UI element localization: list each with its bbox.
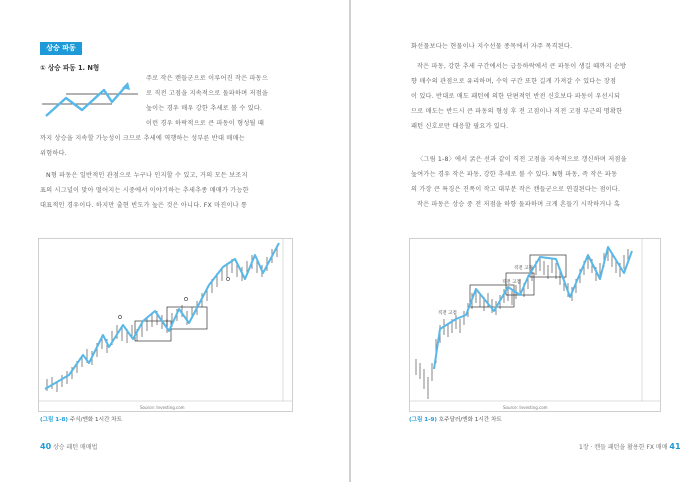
r-para1-line-2: 작은 파동, 강한 추세 구간에서는 급등하락에서 큰 파동이 생길 때까지 순방	[417, 63, 627, 70]
page-number-right: 41	[669, 442, 681, 451]
wave-line-right	[434, 247, 632, 369]
right-page	[351, 0, 700, 482]
para2-line-1: N형 파동은 일반적인 관점으로 누구나 인지할 수 있고, 거의 모든 보조지	[46, 172, 248, 179]
chart-label-1: 직전 고점	[438, 311, 457, 316]
section-tag: 상승 파동	[40, 42, 82, 55]
para1-line-1: 주로 작은 캔들군으로 이루어진 작은 파동으	[146, 75, 269, 82]
chart-label-3: 직전 고점	[514, 266, 533, 271]
footer-left-text: 상승 패턴 매매법	[53, 444, 98, 451]
para2-line-2: 표의 시그널이 맞아 떨어지는 시중에서 이야기하는 추세추종 매매가 가능한	[40, 187, 249, 194]
chart-left	[38, 238, 293, 412]
para1-line-5: 까지 상승을 지속할 가능성이 크므로 추세에 역행하는 성부른 반대 매매는	[40, 135, 245, 142]
r-para1-line-4: 이 있다. 반대로 매도 패턴에 의한 단편적인 반전 신호보다 파동이 우선시되	[411, 93, 621, 100]
caption-left-text: 주식/엔화 1시간 차트	[67, 417, 122, 423]
caption-left-num: (그림 1-8)	[40, 417, 68, 423]
r-para2-line-4: 작은 파동은 상승 중 전 저점을 하향 돌파하며 크게 흔들기 시작하거나 혹	[417, 201, 620, 208]
page-number-left: 40	[40, 442, 52, 451]
caption-right-text: 호주달러/엔화 1시간 차트	[436, 417, 502, 423]
left-page	[0, 0, 349, 482]
caption-left	[40, 415, 122, 423]
r-para2-line-2: 높여가는 경우 작은 파동, 강한 추세로 볼 수 있다. N형 파동, 즉 작은 파동	[411, 171, 618, 178]
chart-left-source: Source: Investing.com	[140, 405, 185, 410]
para1-line-2: 로 직전 고점을 지속적으로 돌파하며 저점을	[146, 90, 269, 97]
footer-left	[40, 442, 97, 451]
chart-label-2: 직전 고점	[502, 280, 521, 285]
n-wave-illustration	[42, 80, 138, 120]
chart-right-source: Source: Investing.com	[503, 405, 548, 410]
r-para2-line-1: 〈그림 1-8〉에서 굵은 선과 같이 직전 고점을 지속적으로 갱신하며 저점을	[417, 156, 627, 163]
caption-right	[409, 415, 502, 423]
subheading: ① 상승 파동 1. N형	[40, 64, 100, 72]
r-para1-line-6: 패턴 신호로만 대응할 필요가 있다.	[411, 123, 509, 130]
r-para1-line-3: 향 매수의 관점으로 유리하며, 수익 구간 또한 길게 가져갈 수 있다는 장점	[411, 78, 617, 85]
chart-right	[409, 238, 661, 412]
r-para1-line-5: 므로 매도는 반드시 큰 파동의 형성 후 전 고점이나 직전 고점 부근의 명확한	[411, 108, 623, 115]
r-para1-line-1: 화선물보다는 현물이나 지수선물 종목에서 자주 목격된다.	[411, 43, 573, 50]
footer-right	[579, 442, 681, 451]
para2-line-3: 대표적인 경우이다. 하지만 출현 빈도가 높은 것은 아니다. FX 마진이나 통	[40, 202, 248, 209]
r-para2-line-3: 의 가장 큰 특징은 진폭이 작고 대부분 작은 캔들군으로 연결된다는 점이다.	[411, 186, 621, 193]
caption-right-num: (그림 1-9)	[409, 417, 437, 423]
footer-right-text: 1장 · 캔들 패턴을 활용한 FX 매매	[579, 444, 668, 451]
candles-left	[47, 245, 277, 392]
para1-line-4: 이런 경우 하락적으로 큰 파동이 형성될 때	[146, 120, 265, 127]
para1-line-3: 높이는 경우 매우 강한 추세로 볼 수 있다.	[146, 105, 263, 112]
para1-line-6: 위험하다.	[40, 150, 67, 157]
